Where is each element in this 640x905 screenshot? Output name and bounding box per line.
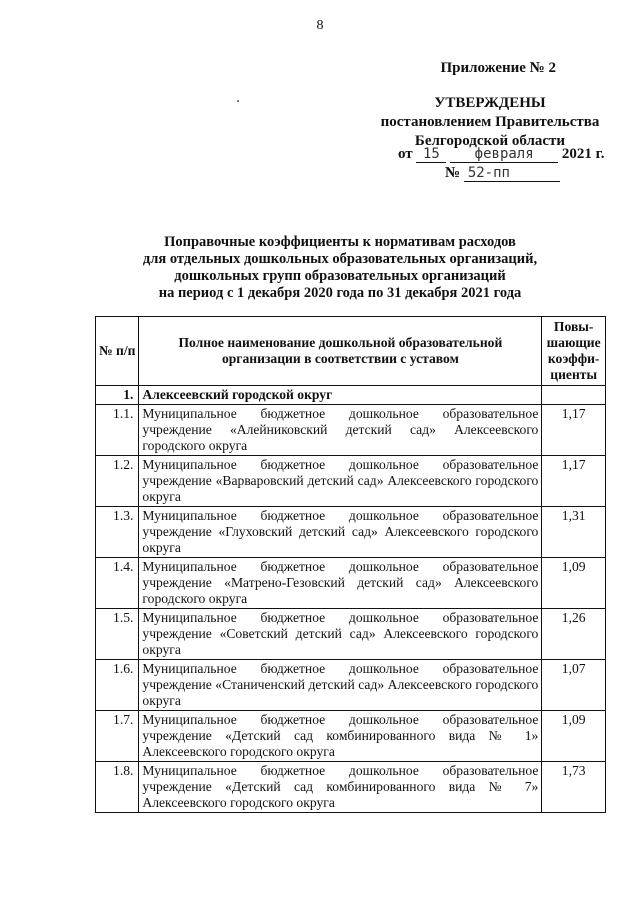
header-name: Полное наименование дошкольной образовательной организации в соответствии с уставом	[139, 317, 542, 386]
scan-speck	[237, 100, 239, 102]
title-line-1: Поправочные коэффициенты к нормативам расходов	[164, 234, 516, 250]
table-row	[96, 660, 606, 711]
row-num: 1.4.	[96, 558, 139, 609]
table-row	[96, 507, 606, 558]
title-line-2: для отдельных дошкольных образовательных организаций,	[142, 251, 538, 267]
date-prefix: от	[398, 146, 413, 162]
group-num: 1.	[96, 386, 139, 405]
row-name: Муниципальное бюджетное дошкольное образовательное учреждение «Глуховский детский сад» Алексеевского городского округа	[139, 507, 542, 558]
row-name: Муниципальное бюджетное дошкольное образовательное учреждение «Детский сад комбинированного вида № 1» Алексеевского городского округа	[139, 711, 542, 762]
table-row	[96, 609, 606, 660]
date-year: 2021 г.	[561, 146, 605, 162]
row-name: Муниципальное бюджетное дошкольное образовательное учреждение «Советский детский сад» Алексеевского городского округа	[139, 609, 542, 660]
approval-line-2: Белгородской области	[414, 133, 566, 149]
appendix-label: Приложение № 2	[440, 60, 556, 76]
row-num: 1.2.	[96, 456, 139, 507]
title-line-4: на период с 1 декабря 2020 года по 31 декабря 2021 года	[158, 285, 522, 301]
table-row	[96, 456, 606, 507]
header-num: № п/п	[96, 317, 139, 386]
row-num: 1.3.	[96, 507, 139, 558]
page-number: 8	[316, 18, 324, 33]
approval-number	[445, 165, 560, 182]
approval-line-1: постановлением Правительства	[380, 114, 600, 130]
approval-block	[380, 94, 600, 151]
row-coef: 1,09	[542, 558, 606, 609]
row-coef: 1,09	[542, 711, 606, 762]
row-num: 1.8.	[96, 762, 139, 813]
row-name: Муниципальное бюджетное дошкольное образовательное учреждение «Станиченский детский сад» Алексеевского городского округа	[139, 660, 542, 711]
date-month: февраля	[450, 146, 558, 163]
table-row	[96, 762, 606, 813]
row-name: Муниципальное бюджетное дошкольное образовательное учреждение «Алейниковский детский сад» Алексеевского городского округа	[139, 405, 542, 456]
row-name: Муниципальное бюджетное дошкольное образовательное учреждение «Матрено-Гезовский детский сад» Алексеевского городского округа	[139, 558, 542, 609]
table-header-row	[96, 317, 606, 386]
row-num: 1.6.	[96, 660, 139, 711]
group-row	[96, 386, 606, 405]
row-name: Муниципальное бюджетное дошкольное образовательное учреждение «Детский сад комбинированного вида № 7» Алексеевского городского округа	[139, 762, 542, 813]
group-coef	[542, 386, 606, 405]
row-coef: 1,17	[542, 456, 606, 507]
group-name: Алексеевский городской округ	[139, 386, 542, 405]
approval-date	[398, 146, 605, 163]
row-coef: 1,73	[542, 762, 606, 813]
row-coef: 1,31	[542, 507, 606, 558]
table-row	[96, 405, 606, 456]
number-value: 52-пп	[464, 165, 560, 182]
row-coef: 1,26	[542, 609, 606, 660]
row-coef: 1,07	[542, 660, 606, 711]
row-num: 1.1.	[96, 405, 139, 456]
row-coef: 1,17	[542, 405, 606, 456]
title-line-3: дошкольных групп образовательных организаций	[174, 268, 506, 284]
row-num: 1.5.	[96, 609, 139, 660]
table-row	[96, 711, 606, 762]
number-prefix: №	[445, 165, 461, 181]
document-title	[80, 234, 600, 302]
row-num: 1.7.	[96, 711, 139, 762]
date-day: 15	[416, 146, 446, 163]
header-coef: Повы-шающие коэффи-циенты	[542, 317, 606, 386]
row-name: Муниципальное бюджетное дошкольное образовательное учреждение «Варваровский детский сад» Алексеевского городского округа	[139, 456, 542, 507]
table-row	[96, 558, 606, 609]
coefficients-table	[95, 316, 606, 813]
approval-heading: УТВЕРЖДЕНЫ	[434, 95, 546, 111]
